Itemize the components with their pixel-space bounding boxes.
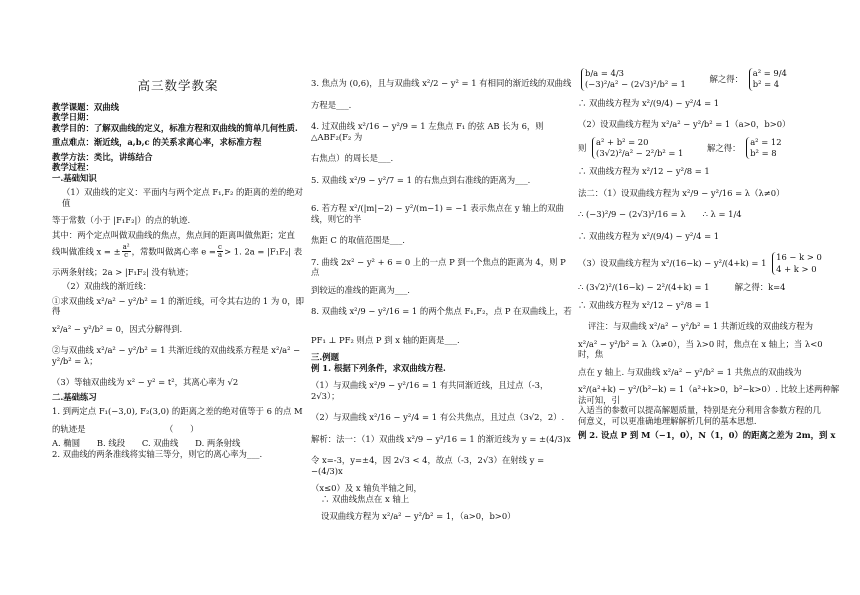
lesson-process: 教学过程： <box>52 162 94 173</box>
section-heading-examples: 三.例题 <box>311 352 340 362</box>
column-left <box>52 78 304 459</box>
lesson-key-points: 重点难点：渐近线，a,b,c 的关系求离心率，求标准方程 <box>52 137 262 148</box>
text-line: ∴ 双曲线方程为 x²/12 − y²/8 = 1 <box>578 166 710 177</box>
question-1: 1. 到两定点 F₁(−3,0), F₂(3,0) 的距离之差的绝对值等于 6 的点 M <box>52 406 303 417</box>
question-6: 6. 若方程 x²/(|m|−2) − y²/(m−1) = −1 表示焦点在 y 轴上的双曲线，则它的半 <box>311 203 565 224</box>
lesson-method: 教学方法：类比，讲练结合 <box>52 151 153 162</box>
example-1-title: 例 1. 根据下列条件，求双曲线方程. <box>311 362 446 373</box>
text-line: （2）设双曲线方程为 x²/a² − y²/b² = 1（a>0，b>0） <box>578 119 791 130</box>
system-brace: a² + b² = 20 (3√2)²/a² − 2²/b² = 1 <box>592 137 683 160</box>
lesson-goal: 教学目的：了解双曲线的定义，标准方程和双曲线的简单几何性质. <box>52 122 298 133</box>
text-line: 设双曲线方程为 x²/a² − y²/b² = 1，（a>0，b>0） <box>321 511 516 521</box>
system-brace: 16 − k > 0 4 + k > 0 <box>772 252 822 275</box>
directrix-line: 线叫做准线 x = ± $\frac{\text{a²}}{c}$ ，常数叫做离心率 e = $\frac{c}{a}$ > 1. 2a = |F₁F₂| 表 <box>52 243 303 260</box>
text-line: PF₁ ⊥ PF₂ 则点 P 到 x 轴的距离是___. <box>311 334 460 345</box>
text-line: 焦距 C 的取值范围是___. <box>311 235 405 245</box>
system-brace: a² = 9/4 b² = 4 <box>749 68 787 91</box>
condition-line: （3）设双曲线方程为 x²/(16−k) − y²/(4+k) = 1 16 − k > 0 4 + k > 0 <box>578 252 822 274</box>
text-line: x²/a² − y²/b² = 0，因式分解得到. <box>52 323 183 334</box>
text-line: （2）与双曲线 x²/16 − y²/4 = 1 有公共焦点，且过点（3√2，2）. <box>311 412 565 422</box>
text-line: x²/(a²+k) − y²/(b²−k) = 1（a²+k>0，b²−k>0）. 比较上述两种解法可知，引 <box>578 384 840 405</box>
text-line: （1）与双曲线 x²/9 − y²/16 = 1 有共同渐近线，且过点（-3，2√3）； <box>311 380 549 401</box>
text-line: （3）等轴双曲线为 x² − y² = t²，其离心率为 √2 <box>52 377 239 388</box>
text-line: 何意义，可以更准确地理解解析几何的基本思想. <box>578 415 757 426</box>
fraction: $\frac{\text{a²}}{c}$ <box>122 243 130 260</box>
equation-system-1: b/a = 4/3 (−3)²/a² − (2√3)²/b² = 1 解之得： a² = 9/4 b² = 4 <box>578 68 840 91</box>
text-line: 解析：法一：（1）双曲线 x²/9 − y²/16 = 1 的渐近线为 y = ±(4/3)x <box>311 433 571 444</box>
lesson-date: 教学日期： <box>52 112 94 123</box>
text-line: 令 x=-3，y=±4，因 2√3 < 4，故点（-3，2√3）在射线 y = −(4/3)x <box>311 455 545 476</box>
column-middle <box>311 78 573 522</box>
text-line: 方程是___. <box>311 99 352 110</box>
section-heading-practice: 二.基础练习 <box>52 391 97 402</box>
text-line: ∴ 双曲线方程为 x²/12 − y²/8 = 1 <box>578 299 710 310</box>
lesson-topic: 教学课题：双曲线 <box>52 101 119 112</box>
text-line: ∴ (−3)²/9 − (2√3)²/16 = λ ∴ λ = 1/4 <box>578 209 742 220</box>
text-line: 入适当的参数可以提高解题质量，特别是充分利用含参数方程的几 <box>578 405 821 416</box>
section-heading-basics: 一.基础知识 <box>52 172 97 183</box>
system-brace: a² = 12 b² = 8 <box>746 137 781 160</box>
question-8: 8. 双曲线 x²/9 − y²/16 = 1 的两个焦点 F₁,F₂，点 P 在双曲线上，若 <box>311 306 572 316</box>
text-line: 等于常数（小于 |F₁F₂|）的点的轨迹. <box>52 215 191 226</box>
text-line: ∴ 双曲线方程为 x²/(9/4) − y²/4 = 1 <box>578 230 720 241</box>
text-line: 到较远的准线的距离为___. <box>311 284 410 295</box>
answer-choices: A. 椭圆 B. 线段 C. 双曲线 D. 两条射线 <box>52 438 241 449</box>
text-line: 法二：（1）设双曲线方程为 x²/9 − y²/16 = λ（λ≠0） <box>578 187 785 198</box>
text-line: 点在 y 轴上. 与双曲线 x²/a² − y²/b² = 1 共焦点的双曲线为 <box>578 366 802 377</box>
page-title: 高三数学教案 <box>137 78 219 93</box>
text-line: （1）双曲线的定义：平面内与两个定点 F₁,F₂ 的距离的差的绝对值 <box>62 187 304 208</box>
system-brace: b/a = 4/3 (−3)²/a² − (2√3)²/b² = 1 <box>581 68 686 91</box>
column-right <box>578 68 840 441</box>
commentary: 评注：与双曲线 x²/a² − y²/b² = 1 共渐近线的双曲线方程为 <box>588 321 813 332</box>
text-line: 右焦点）的周长是___. <box>311 153 394 163</box>
question-5: 5. 双曲线 x²/9 − y²/7 = 1 的右焦点到右准线的距离为___. <box>311 174 531 185</box>
text-line: 示两条射线；2a > |F₁F₂| 没有轨迹； <box>52 266 194 277</box>
text-line: ∴ (3√2)²/(16−k) − 2²/(4+k) = 1 解之得：k=4 <box>578 282 786 293</box>
text-line: 其中：两个定点叫做双曲线的焦点，焦点间的距离叫做焦距；定直 <box>52 229 295 240</box>
fraction: $\frac{c}{a}$ <box>217 243 223 260</box>
question-4: 4. 过双曲线 x²/16 − y²/9 = 1 左焦点 F₁ 的弦 AB 长为 6，则 △ABF₂(F₂ 为 <box>311 121 544 142</box>
text-line: ∴ 双曲线方程为 x²/(9/4) − y²/4 = 1 <box>578 97 720 108</box>
example-2-title: 例 2. 设点 P 到 M（−1，0），N（1，0）的距离之差为 2m，到 x <box>578 430 836 441</box>
text-line: x²/a² − y²/b² = λ（λ≠0），当 λ>0 时，焦点在 x 轴上；当 λ<0 时，焦 <box>578 338 823 360</box>
text-line: ②与双曲线 x²/a² − y²/b² = 1 共渐近线的双曲线系方程是 x²/a² − y²/b² = λ； <box>52 345 301 366</box>
text-line: （x≤0）及 x 轴负半轴之间， <box>311 483 422 493</box>
text-line: ∴ 双曲线焦点在 x 轴上 <box>321 493 410 504</box>
text-line: ①求双曲线 x²/a² − y²/b² = 1 的渐近线，可令其右边的 1 为 0，即得 <box>52 295 304 317</box>
text-line: （2）双曲线的渐近线： <box>62 281 152 292</box>
question-7: 7. 曲线 2x² − y² + 6 = 0 上的一点 P 到一个焦点的距离为 4，则 P 点 <box>311 256 566 277</box>
question-2: 2. 双曲线的两条准线将实轴三等分，则它的离心率为___. <box>52 448 263 459</box>
text-line: 的轨迹是 （ ） <box>52 423 199 434</box>
question-3: 3. 焦点为 (0,6)，且与双曲线 x²/2 − y² = 1 有相同的渐近线的双曲线 <box>311 78 572 88</box>
equation-system-2: 则 a² + b² = 20 (3√2)²/a² − 2²/b² = 1 解之得： a² = 12 b² = 8 <box>578 136 782 159</box>
